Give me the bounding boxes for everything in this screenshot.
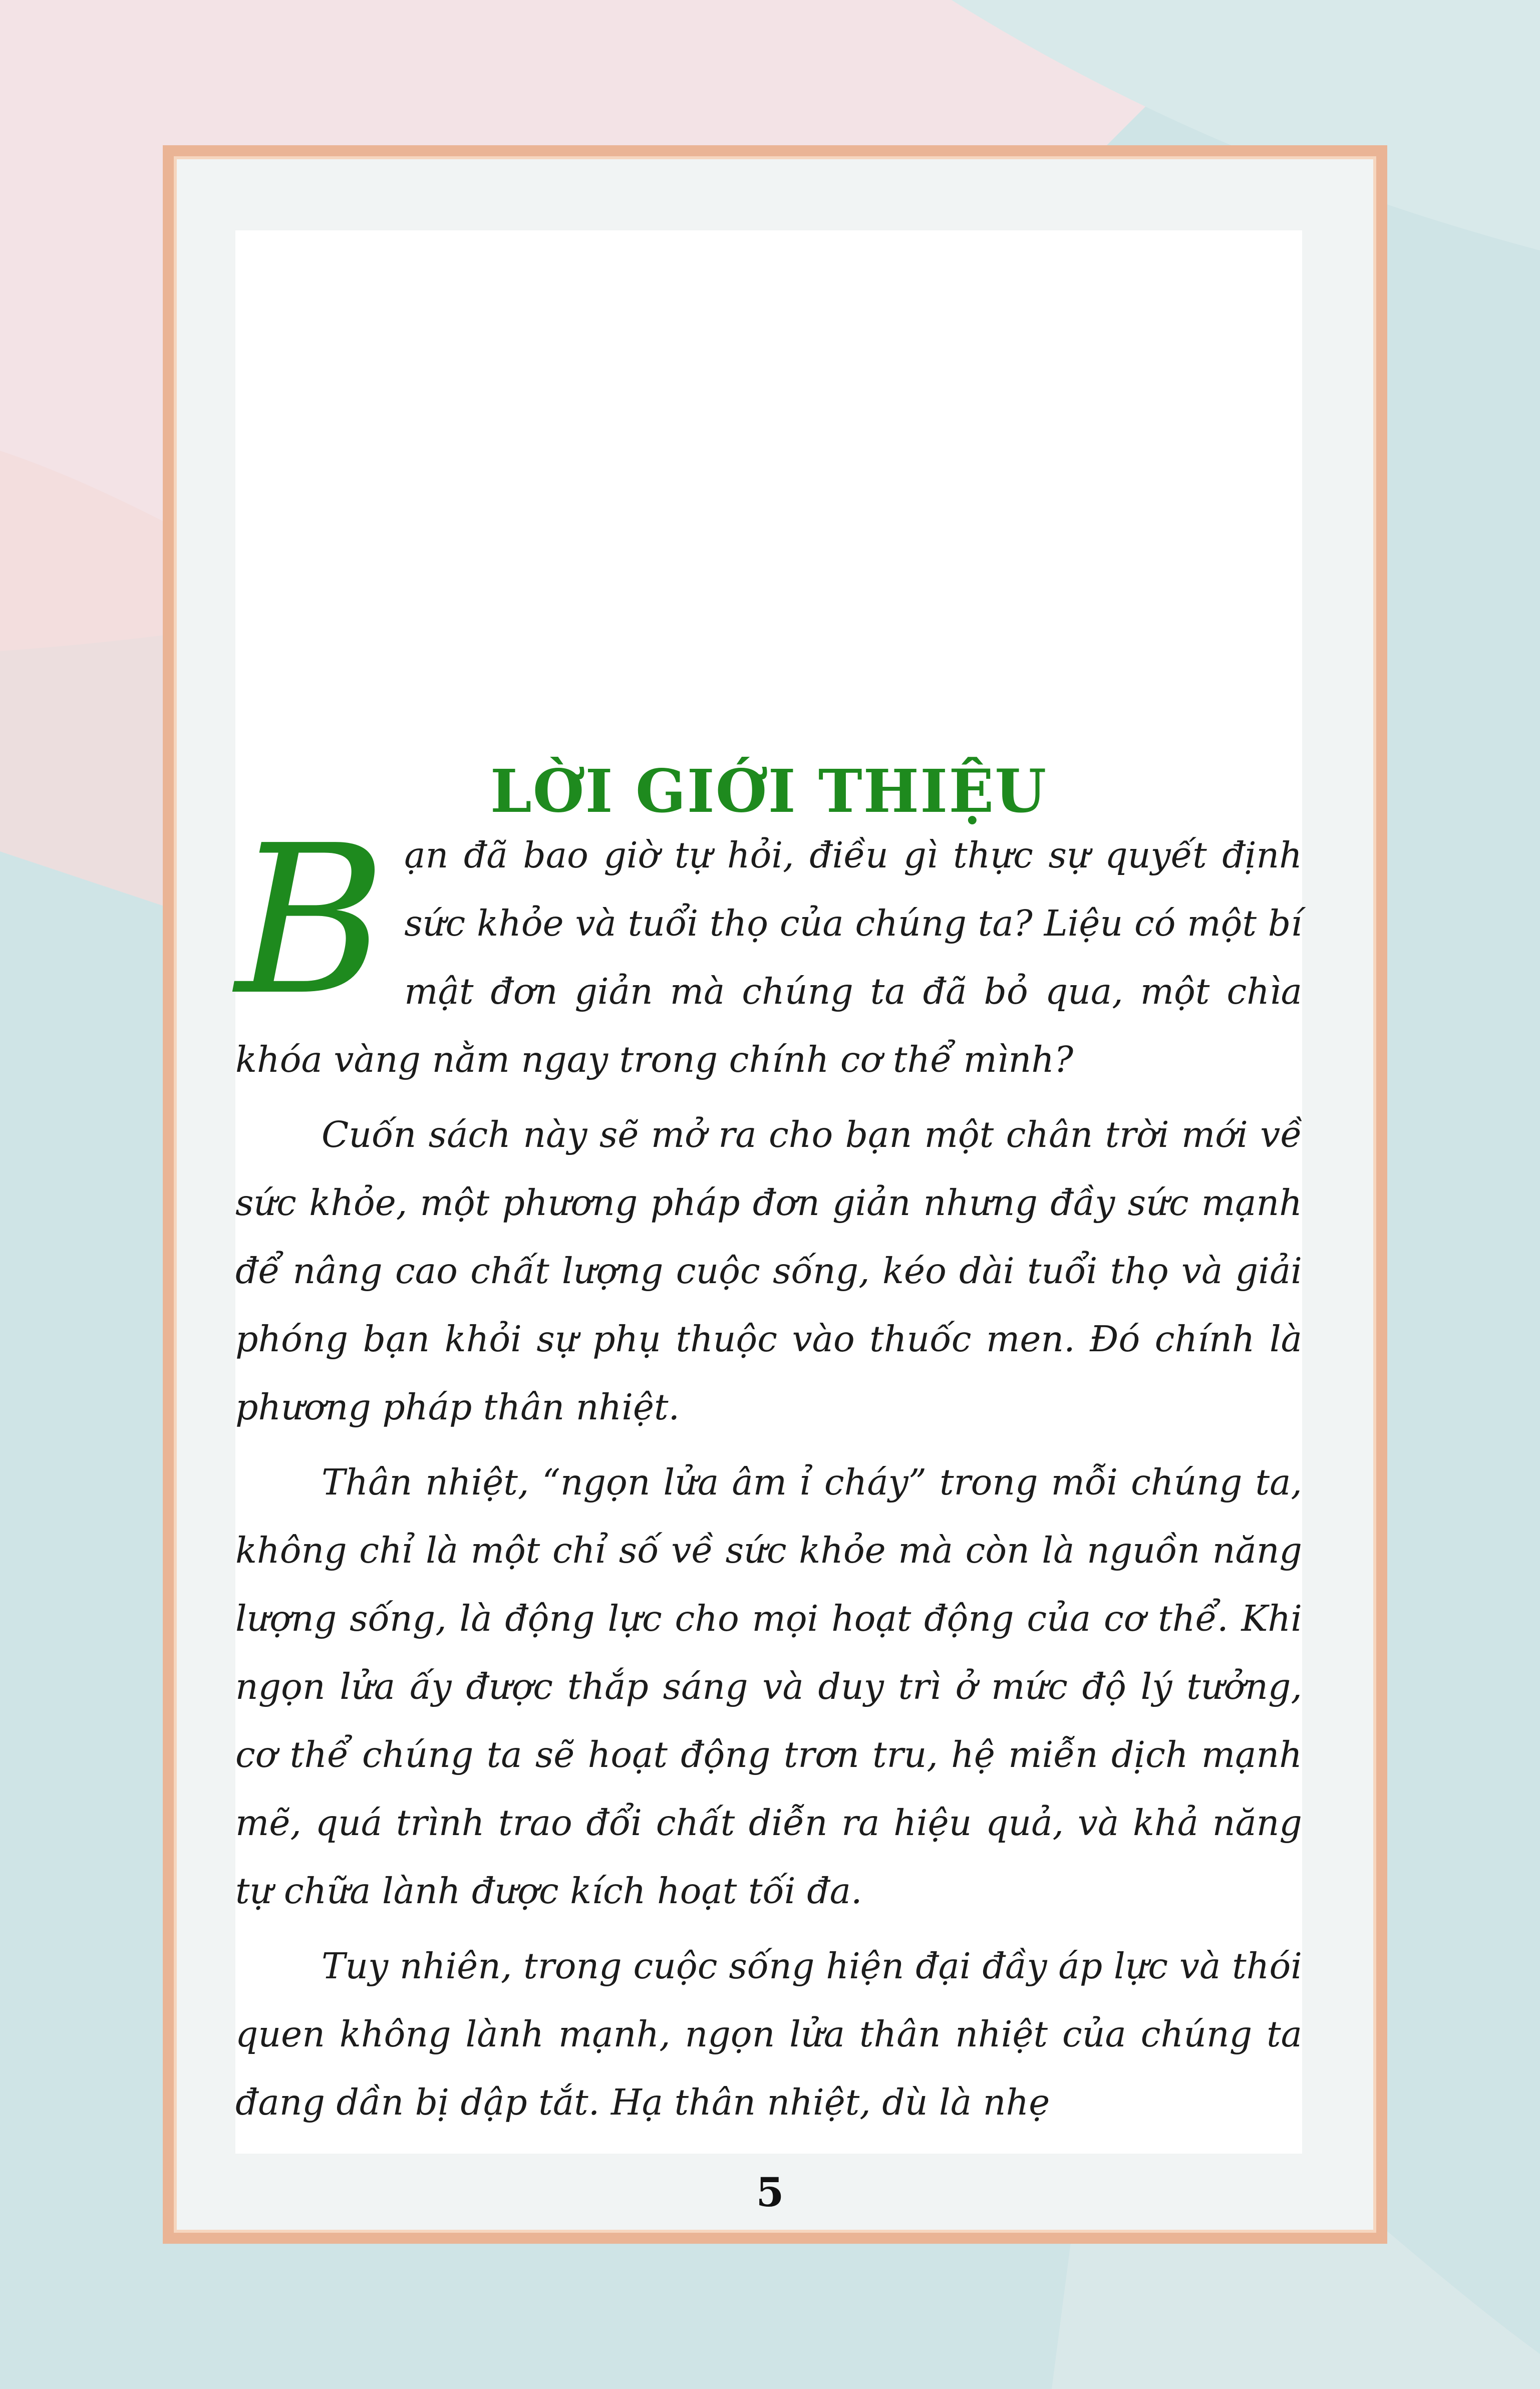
paragraph-1: [235, 801, 1302, 1094]
drop-cap: B: [235, 801, 387, 1040]
body-text: [235, 801, 1302, 2144]
paragraph-4: Tuy nhiên, trong cuộc sống hiện đại đầy áp lực và thói quen không lành mạnh, ngọn lửa thân nhiệt của chúng ta đang dần bị dập tắt. Hạ thân nhiệt, dù là nhẹ: [235, 1945, 1302, 2123]
paragraph-1-text: ạn đã bao giờ tự hỏi, điều gì thực sự quyết định sức khỏe và tuổi thọ của chúng ta? Liệu có một bí mật đơn giản mà chúng ta đã bỏ qua, một chìa khóa vàng nằm ngay trong chính cơ thể mình?: [235, 834, 1302, 1080]
page-title: LỜI GIỚI THIỆU: [490, 756, 1048, 826]
paragraph-2: Cuốn sách này sẽ mở ra cho bạn một chân trời mới về sức khỏe, một phương pháp đơn giản nhưng đầy sức mạnh để nâng cao chất lượng cuộc sống, kéo dài tuổi thọ và giải phóng bạn khỏi sự phụ thuộc vào thuốc men. Đó chính là phương pháp thân nhiệt.: [235, 1114, 1302, 1428]
page-number: 5: [756, 2169, 784, 2216]
paragraph-3: Thân nhiệt, “ngọn lửa âm ỉ cháy” trong mỗi chúng ta, không chỉ là một chỉ số về sức khỏe mà còn là nguồn năng lượng sống, là động lực cho mọi hoạt động của cơ thể. Khi ngọn lửa ấy được thắp sáng và duy trì ở mức độ lý tưởng, cơ thể chúng ta sẽ hoạt động trơn tru, hệ miễn dịch mạnh mẽ, quá trình trao đổi chất diễn ra hiệu quả, và khả năng tự chữa lành được kích hoạt tối đa.: [235, 1461, 1302, 1912]
